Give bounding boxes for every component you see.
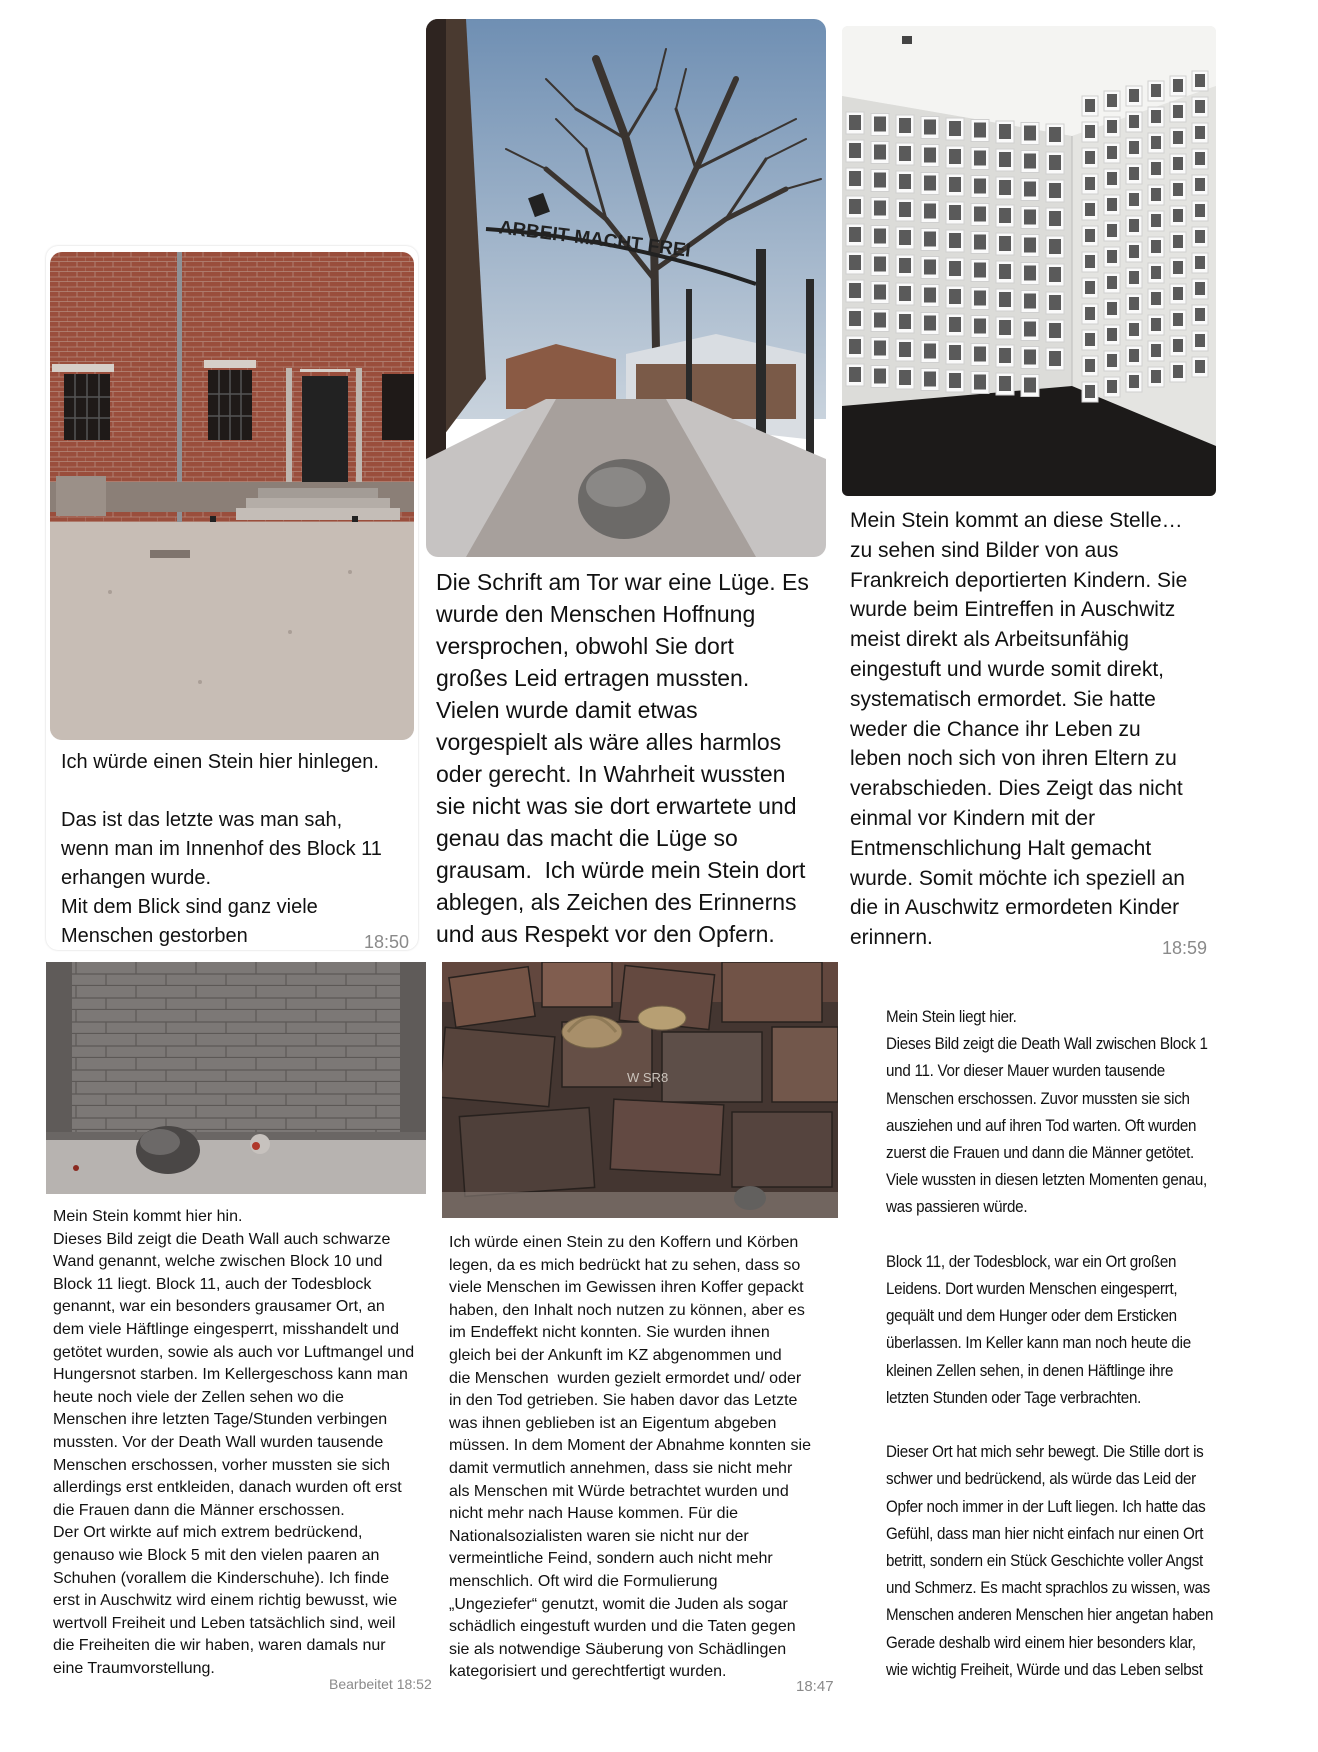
message-text-5: Ich würde einen Stein zu den Koffern und Körben legen, da es mich bedrückt hat zu sehen, dass so viele Menschen im Gewissen ihren Koffer gepackt haben, den Inhalt noch nutzen zu können, aber es im Endeffekt nicht konnten. Sie wurden ihnen gleich bei der Ankunft im KZ abgenommen und die Menschen wurden gezielt ermordet und/ oder in den Tod getrieben. Sie haben davor das Letzte was ihnen geblieben ist an Eigentum abgeben müssen. In dem Moment der Abnahme konnten sie damit vermutlich annehmen, dass sie nicht mehr als Menschen mit Würde betrachtet wurden und nicht mehr nach Hause kommen. Für die Nationalsozialisten waren sie nicht nur der vermeintliche Feind, sondern auch nicht mehr menschlich. Oft wird die Formulierung „Ungeziefer“ genutzt, womit die Juden als sogar schädlich eingestuft wurden und die Taten gegen sie als notwendige Säuberung von Schädlingen kategorisiert und gerechtfertigt wurden. [449,1234,811,1681]
photo-block-11-courtyard [50,252,414,740]
photo-suitcases [442,962,838,1218]
message-text-1: Ich würde einen Stein hier hinlegen. Das ist das letzte was man sah, wenn man im Innenhof des Block 11 erhangen wurde. Mit dem Blick sind ganz viele Menschen gestorben [61,751,382,947]
photo-death-wall [46,962,426,1194]
message-text-3: Mein Stein kommt an diese Stelle… zu sehen sind Bilder von aus Frankreich deportierten Kindern. Sie wurde beim Eintreffen in Auschwitz meist direkt als Arbeitsunfähig eingestuft und wurde somit direkt, systematisch ermordet. Sie hatte weder die Chance ihr Leben zu leben noch sich von ihren Eltern zu verabschieden. Dies Zeigt das nicht einmal vor Kindern mit der Entmenschlichung Halt gemacht wurde. Somit möchte ich speziell an die in Auschwitz ermordeten Kinder erinnern. [850,509,1188,950]
message-text-2: Die Schrift am Tor war eine Lüge. Es wurde den Menschen Hoffnung versprochen, obwohl Sie dort großes Leid ertragen mussten. Vielen wurde damit etwas vorgespielt als wäre alles harmlos oder gerecht. In Wahrheit wussten sie nicht was sie dort erwartete und genau das macht die Lüge so grausam. Ich würde mein Stein dort ablegen, als Zeichen des Erinnerns und aus Respekt vor den Opfern. [436,569,809,947]
gate-sign-text: ARBEIT MACHT FREI [497,217,692,262]
message-text-4: Mein Stein kommt hier hin. Dieses Bild zeigt die Death Wall auch schwarze Wand genannt, welche zwischen Block 10 und Block 11 liegt. Block 11, auch der Todesblock genannt, war ein besonders grausamer Ort, an dem viele Häftlinge eingesperrt, misshandelt und getötet wurden, sowie als auch vor Luftmangel und Hungersnot starben. Im Kellergeschoss kann man heute noch viele der Zellen sehen wo die Menschen ihre letzten Tage/Stunden verbingen mussten. Vor der Death Wall wurden tausende Menschen erschossen, vorher mussten sie sich allerdings erst entkleiden, danach wurden oft erst die Frauen dann die Männer erschossen. Der Ort wirkte auf mich extrem bedrückend, genauso wie Block 5 mit den vielen paaren an Schuhen (vorallem die Kinderschuhe). Ich finde erst in Auschwitz wird einem richtig bewusst, wie wertvoll Freiheit und Leben tatsächlich sind, weil die Freiheiten die wir haben, waren damals nur eine Traumvorstellung. [53,1208,415,1677]
photo-children-gallery [842,26,1216,496]
photo-camp-gate [426,19,826,557]
message-time-4: Bearbeitet 18:52 [329,1676,432,1692]
message-text-6: Mein Stein liegt hier. Dieses Bild zeigt die Death Wall zwischen Block 1 und 11. Vor dieser Mauer wurden tausende Menschen erschossen. Zuvor mussten sie sich ausziehen und auf ihren Tod warten. Oft wurden zuerst die Frauen und dann die Männer getötet. Viele wussten in diesen letzten Momenten genau, was passieren würde. Block 11, der Todesblock, war ein Ort großen Leidens. Dort wurden Menschen eingesperrt, gequält und dem Hunger oder dem Ersticken überlassen. Im Keller kann man noch heute die kleinen Zellen sehen, in denen Häftlinge ihre letzten Stunden oder Tage verbrachten. Dieser Ort hat mich sehr bewegt. Die Stille dort is schwer und bedrückend, als würde das Leid der Opfer noch immer in der Luft liegen. Ich hatte das Gefühl, dass man hier nicht einfach nur einen Ort betritt, sondern ein Stück Geschichte voller Angst und Schmerz. Es macht sprachlos zu wissen, was Menschen anderen Menschen hier angetan haben Gerade deshalb wird einem hier besonders klar, wie wichtig Freiheit, Würde und das Leben selbst [886,1008,1214,1679]
message-time-1: 18:50 [364,932,410,952]
message-time-5: 18:47 [796,1678,834,1695]
message-time-3: 18:59 [1162,938,1208,958]
suitcase-label: W SR8 [627,1070,669,1085]
